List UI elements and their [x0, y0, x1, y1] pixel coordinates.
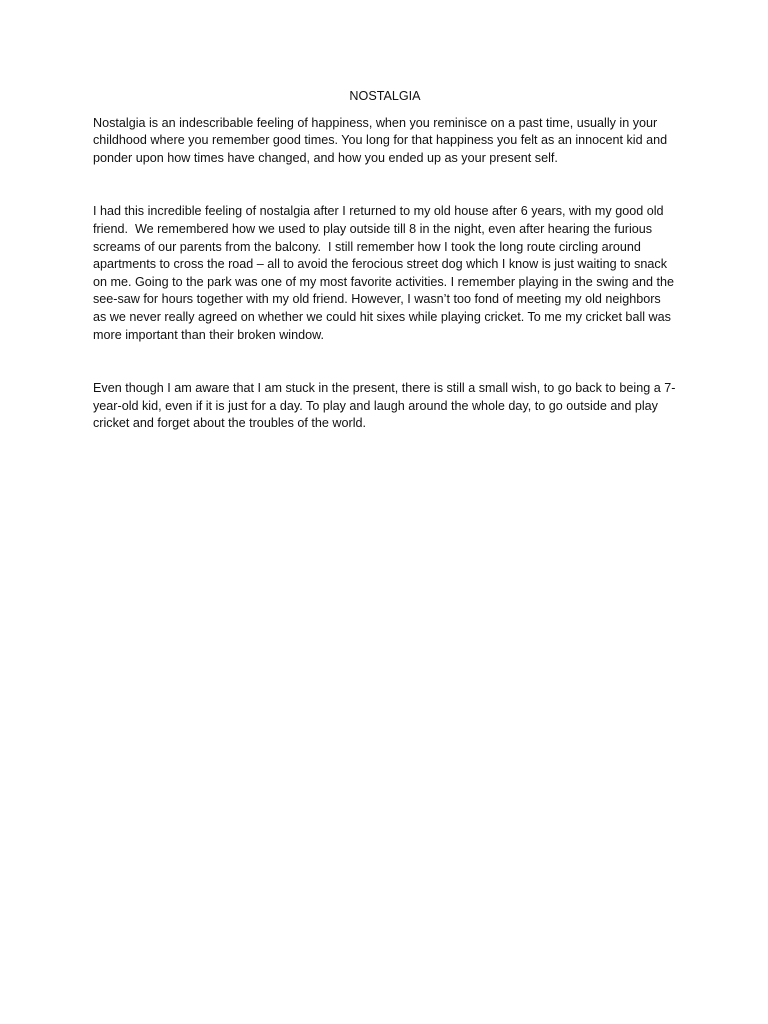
paragraph-wish: Even though I am aware that I am stuck in the present, there is still a small wish, to go back to being a 7-year-old kid, even if it is just for a day. To play and laugh around the whole day, to go outside and play cricket and forget about the troubles of the world.	[93, 381, 676, 431]
document-title: NOSTALGIA	[349, 89, 421, 103]
paragraph-memories: I had this incredible feeling of nostalgia after I returned to my old house after 6 years, with my good old friend. We remembered how we used to play outside till 8 in the night, even after hearing the furious screams of our parents from the balcony. I still remember how I took the long route circling around apartments to cross the road – all to avoid the ferocious street dog which I know is just waiting to snack on me. Going to the park was one of my most favorite activities. I remember playing in the swing and the see-saw for hours together with my old friend. However, I wasn’t too fond of meeting my old neighbors as we never really agreed on whether we could hit sixes while playing cricket. To me my cricket ball was more important than their broken window.	[93, 204, 678, 342]
paragraph-spacer	[93, 167, 677, 203]
document-body	[93, 88, 677, 433]
paragraph-intro: Nostalgia is an indescribable feeling of happiness, when you reminisce on a past time, usually in your childhood where you remember good times. You long for that happiness you felt as an innocent kid and ponder upon how times have changed, and how you ended up as your present self.	[93, 115, 671, 165]
paragraph-spacer	[93, 344, 677, 380]
